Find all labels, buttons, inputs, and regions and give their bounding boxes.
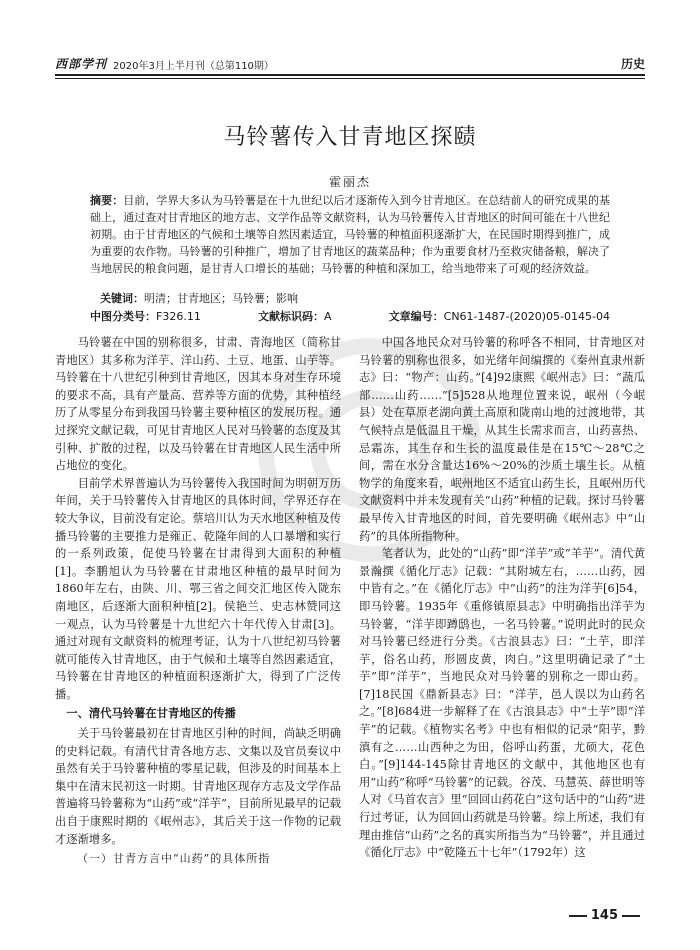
left-column (55, 334, 341, 894)
journal-name: 西部学刊 (55, 57, 108, 71)
keywords-label: 关键词： (100, 292, 144, 305)
right-column (359, 334, 645, 894)
keywords-text: 明清；甘青地区；马铃薯；影响 (144, 292, 298, 305)
page-footer (569, 908, 640, 923)
header-rule-thick (55, 74, 645, 76)
body-paragraph: 目前学术界普遍认为马铃薯传入我国时间为明朝万历年间，关于马铃薯传入甘青地区的具体时间，学界还存在较大争议，目前没有定论。蔡培川认为天水地区种植及传播马铃薯的主要推力是雍正、乾隆年间的人口暴增和实行的一系列政策，促使马铃薯在甘肃得到大面积的种植[1]。李鹏旭认为马铃薯在甘肃地区种植的最早时间为1860年左右，由陕、川、鄂三省之间交汇地区传入陇东南地区，后逐渐大面积种植[2]。侯艳兰、史志林赞同这一观点，认为马铃薯是十九世纪六十年代传入甘肃[3]。通过对现有文献资料的梳理考证，认为十八世纪初马铃薯就可能传入甘青地区，由于气候和土壤等自然因素适宜，马铃薯在甘青地区的种植面积逐渐扩大，得到了广泛传播。 (55, 476, 341, 701)
page-number: 145 (590, 908, 618, 923)
clc-code (90, 308, 201, 324)
issue-info: 2020年3月上半月刊（总第110期） (113, 61, 274, 72)
abstract (90, 192, 610, 277)
doc-code-value: A (323, 310, 332, 323)
clc-value: F326.11 (156, 310, 201, 323)
article-number-value: CN61-1487-(2020)05-0145-04 (443, 310, 610, 323)
doc-code-label: 文献标识码： (257, 310, 324, 323)
footer-dash (569, 915, 587, 917)
doc-code (258, 308, 332, 324)
body-paragraph: 笔者认为，此处的“山药”即“洋芋”或“羊芋”。清代黄景瀚撰《循化厅志》记载：“其附城左右，……山药，园中皆有之。”在《循化厅志》中“山药”的注为洋芋[6]54，即马铃薯。1935年《重修镇原县志》中明确指出洋芋为马铃薯，“洋芋即蹲鸱也，一名马铃薯。”说明此时的民众对马铃薯已经进行分类。《古浪县志》曰：“土芋，即洋芋，俗名山药，形圆皮黄，肉白。”这里明确记录了“土芋”即“洋芋”，当地民众对马铃薯的别称之一即山药。[7]18民国《鼎新县志》曰：“洋芋，邑人误以为山药名之。”[8]684进一步解释了在《古浪县志》中“土芋”即“洋芋”的记载。《植物实名考》中也有相似的记录“阳芋，黔滇有之……山西种之为田，俗呼山药蛋，尤硕大，花色白。”[9]144-145除甘青地区的文献中，其他地区也有用“山药”称呼“马铃薯”的记载。谷茂、马慧英、薛世明等人对《马首农言》里“回回山药花白”这句话中的“山药”进行过考证，认为回回山药就是马铃薯。综上所述，我们有理由推信“山药”之名的真实所指当为“马铃薯”，并且通过《循化厅志》中“乾隆五十七年”（1792年）这 (359, 547, 645, 860)
footer-dash (622, 915, 640, 917)
clc-label: 中图分类号： (90, 310, 156, 323)
article-number-label: 文章编号： (388, 310, 444, 323)
article-title: 马铃薯传入甘青地区探赜 (223, 125, 477, 150)
section-name: 历史 (620, 57, 645, 71)
abstract-text: 目前，学界大多认为马铃薯是在十九世纪以后才逐渐传入到今甘青地区。在总结前人的研究成果的基础上，通过查对甘青地区的地方志、文学作品等文献资料，认为马铃薯传入甘青地区的时间可能在十八世纪初期。由于甘青地区的气候和土壤等自然因素适宜，马铃薯的种植面积逐渐扩大，在民国时期得到推广，成为重要的农作物。马铃薯的引种推广，增加了甘青地区的蔬菜品种；作为重要食材乃至救灾储备粮，解决了当地居民的粮食问题，是甘青人口增长的基础；马铃薯的种植和深加工，给当地带来了可观的经济效益。 (90, 194, 611, 275)
article-author: 霍丽杰 (328, 175, 371, 189)
header-rule-thin (55, 78, 645, 79)
body-paragraph: 中国各地民众对马铃薯的称呼各不相同，甘青地区对马铃薯的别称也很多，如光绪年间编撰的《秦州直隶州新志》曰：“物产：山药。”[4]92康熙《岷州志》曰：“蔬瓜部……山药……”[5]528从地理位置来说，岷州（今岷县）处在草原老湖向黄土高原和陇南山地的过渡地带，其气候特点是低温且干燥，从其生长需求而言，山药喜热、忌霜冻，其生存和生长的温度最佳是在15℃～28℃之间，需在水分含量达16%～20%的沙质土壤生长。从植物学的角度来看，岷州地区不适宜山药生长，且岷州历代文献资料中并未发现有关“山药”种植的记载。探讨马铃薯最早传入甘青地区的时间，首先要明确《岷州志》中“山药”的具体所指物种。 (359, 336, 645, 543)
keywords (100, 290, 610, 306)
abstract-label: 摘要： (90, 194, 124, 207)
body-columns (55, 334, 645, 894)
subsection-heading: （一）甘青方言中“山药”的具体所指 (77, 852, 271, 866)
section-heading: 一、清代马铃薯在甘青地区的传播 (66, 707, 236, 721)
body-paragraph: 关于马铃薯最初在甘青地区引种的时间，尚缺乏明确的史料记载。有清代甘青各地方志、文集以及官员奏议中虽然有关于马铃薯种植的零星记载，但涉及的时间基本上集中在清末民初这一时期。甘青地区现存方志及文学作品普遍将马铃薯称为“山药”或“洋芋”，目前所见最早的记载出自于康熙时期的《岷州志》，其后关于这一作物的记载才逐渐增多。 (55, 727, 341, 846)
running-header (55, 52, 645, 72)
body-paragraph: 马铃薯在中国的别称很多，甘肃、青海地区（简称甘青地区）其多称为洋芋、洋山药、土豆、地蛋、山芋等。马铃薯在十八世纪引种到甘青地区，因其本身对生存环境的要求不高，具有产量高、营养等方面的优势，其种植经历了从零星分布到我国马铃薯主要种植区的发展历程。通过探究文献记载，可见甘青地区人民对马铃薯的态度及其引种、扩散的过程，以及马铃薯在甘青地区人民生活中所占地位的变化。 (55, 336, 341, 473)
